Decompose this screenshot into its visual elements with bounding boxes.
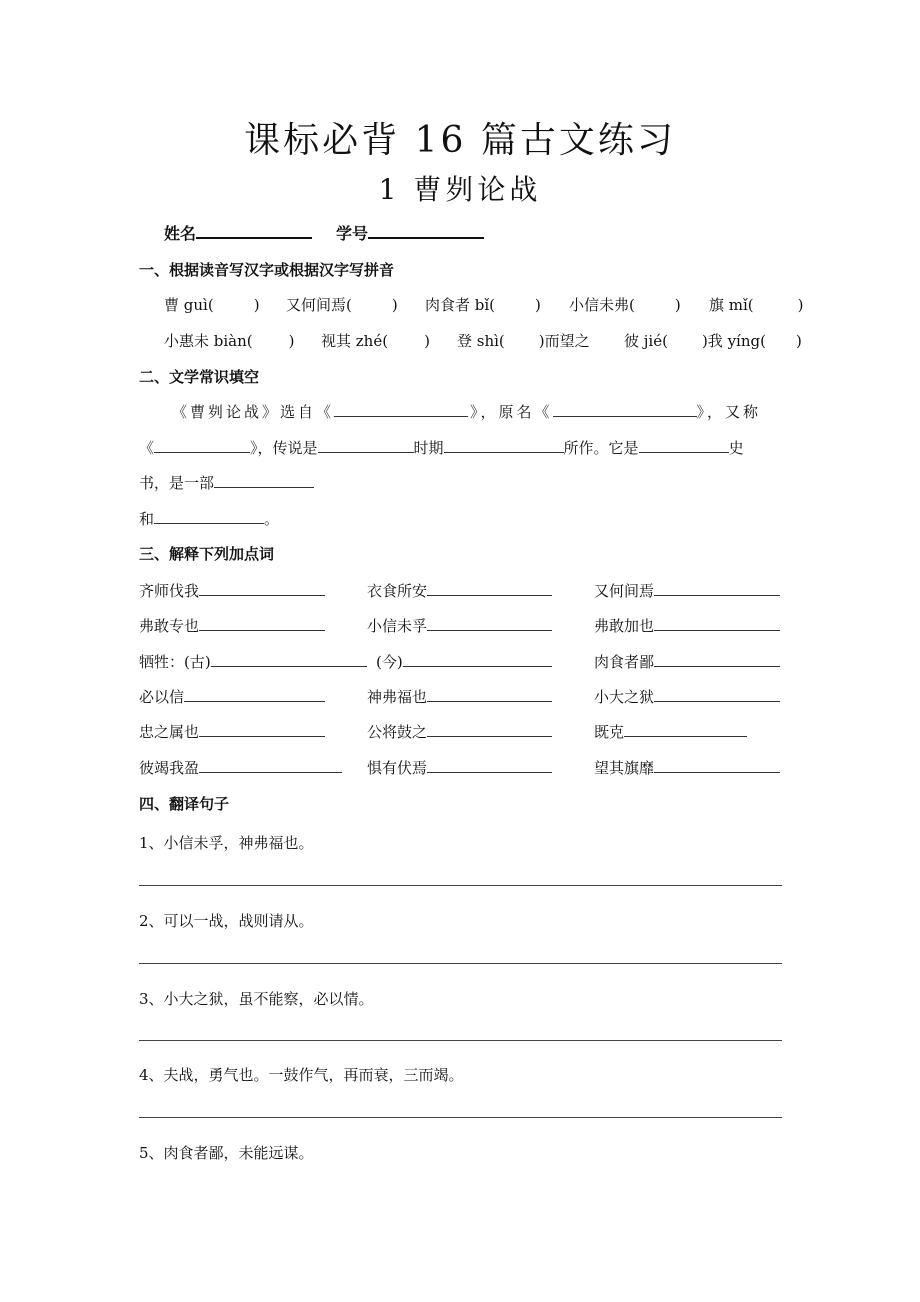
term-item[interactable]: [594, 580, 780, 601]
blank[interactable]: [199, 758, 342, 773]
blank[interactable]: [199, 616, 325, 631]
term-item[interactable]: [139, 757, 342, 778]
blank[interactable]: [427, 722, 552, 737]
term-label: 小大之狱: [594, 688, 655, 706]
fill-line-1[interactable]: 《曹刿论战》选自《 》，原名《 》，又称: [172, 403, 762, 421]
term-item[interactable]: [594, 757, 780, 778]
section-1-heading: 一、根据读音写汉字或根据汉字写拼音: [139, 261, 395, 279]
section-3-heading: 三、解释下列加点词: [139, 545, 275, 563]
blank[interactable]: [553, 402, 697, 417]
term-label: 忠之属也: [139, 723, 200, 741]
term-item[interactable]: [367, 757, 552, 778]
blank[interactable]: [318, 438, 414, 453]
blank[interactable]: [427, 687, 552, 702]
answer-line[interactable]: [139, 1117, 782, 1118]
term-label: 弗敢加也: [594, 617, 655, 635]
fill-line-3[interactable]: 书，是一部: [139, 472, 314, 493]
id-label: 学号: [336, 224, 369, 243]
blank[interactable]: [199, 581, 325, 596]
blank[interactable]: [427, 581, 552, 596]
term-label: 又何间焉: [594, 582, 655, 600]
blank[interactable]: [154, 438, 250, 453]
id-field[interactable]: [336, 221, 484, 244]
translate-sentence: 4、夫战，勇气也。一鼓作气，再而衰，三而竭。: [139, 1066, 464, 1084]
blank[interactable]: [334, 402, 468, 417]
section-2-heading: 二、文学常识填空: [139, 368, 260, 386]
term-label: 弗敢专也: [139, 617, 200, 635]
term-item[interactable]: [367, 721, 552, 742]
term-label: 既克: [594, 723, 625, 741]
blank[interactable]: [624, 722, 747, 737]
term-label: 衣食所安: [367, 582, 428, 600]
name-field[interactable]: [164, 221, 312, 244]
pinyin-item[interactable]: 视其 zhé( ): [321, 332, 430, 350]
blank[interactable]: [654, 687, 780, 702]
blank[interactable]: [427, 616, 552, 631]
id-blank[interactable]: [368, 223, 484, 239]
name-blank[interactable]: [196, 223, 312, 239]
translate-sentence: 5、肉食者鄙，未能远谋。: [139, 1144, 314, 1162]
term-label: 彼竭我盈: [139, 759, 200, 777]
term-item[interactable]: [139, 580, 325, 601]
term-item[interactable]: [367, 686, 552, 707]
pinyin-item[interactable]: 彼 jié( )我 yíng( ): [624, 332, 802, 350]
blank[interactable]: [654, 652, 780, 667]
section-4-heading: 四、翻译句子: [139, 795, 230, 813]
term-label: 望其旗靡: [594, 759, 655, 777]
fill-line-2[interactable]: 《 》，传说是 时期 所作。它是 史: [139, 439, 744, 457]
document-subtitle: 1 曹刿论战: [378, 173, 542, 206]
pinyin-item[interactable]: 旗 mǐ( ): [709, 296, 804, 314]
term-item[interactable]: [594, 686, 780, 707]
pinyin-item[interactable]: 又何间焉( ): [286, 296, 398, 314]
term-item[interactable]: [139, 721, 325, 742]
blank[interactable]: [154, 509, 264, 524]
pinyin-item[interactable]: 登 shì( )而望之: [457, 332, 590, 350]
term-item[interactable]: [367, 615, 552, 636]
term-label: 肉食者鄙: [594, 653, 655, 671]
name-label: 姓名: [164, 224, 197, 243]
term-label: 牺牲：(古): [139, 653, 211, 671]
blank[interactable]: [214, 473, 314, 488]
term-item[interactable]: [139, 615, 325, 636]
term-item[interactable]: [139, 686, 325, 707]
term-item[interactable]: [594, 651, 780, 672]
translate-sentence: 2、可以一战，战则请从。: [139, 912, 314, 930]
term-item[interactable]: [367, 580, 552, 601]
term-label: 必以信: [139, 688, 185, 706]
answer-line[interactable]: [139, 963, 782, 964]
blank[interactable]: [211, 652, 367, 667]
term-label: 齐师伐我: [139, 582, 200, 600]
answer-line[interactable]: [139, 885, 782, 886]
pinyin-item[interactable]: 曹 guì( ): [164, 296, 260, 314]
blank[interactable]: [444, 438, 564, 453]
pinyin-item[interactable]: 肉食者 bǐ( ): [425, 296, 541, 314]
term-label: 小信未孚: [367, 617, 428, 635]
blank[interactable]: [654, 581, 780, 596]
term-item[interactable]: [139, 651, 367, 672]
blank[interactable]: [654, 758, 780, 773]
fill-line-4[interactable]: 和 。: [139, 510, 280, 528]
term-label: 神弗福也: [367, 688, 428, 706]
pinyin-item[interactable]: 小惠未 biàn( ): [164, 332, 295, 350]
answer-line[interactable]: [139, 1040, 782, 1041]
term-item[interactable]: [594, 615, 780, 636]
term-label: (今): [376, 653, 403, 671]
blank[interactable]: [184, 687, 325, 702]
term-label: 公将鼓之: [367, 723, 428, 741]
blank[interactable]: [199, 722, 325, 737]
term-item[interactable]: [376, 651, 552, 672]
blank[interactable]: [403, 652, 552, 667]
term-item[interactable]: [594, 721, 747, 742]
blank[interactable]: [654, 616, 780, 631]
term-label: 惧有伏焉: [367, 759, 428, 777]
translate-sentence: 3、小大之狱，虽不能察，必以情。: [139, 990, 374, 1008]
pinyin-item[interactable]: 小信未弗( ): [569, 296, 681, 314]
document-title: 课标必背 16 篇古文练习: [244, 120, 676, 161]
blank[interactable]: [427, 758, 552, 773]
translate-sentence: 1、小信未孚，神弗福也。: [139, 834, 314, 852]
blank[interactable]: [639, 438, 729, 453]
